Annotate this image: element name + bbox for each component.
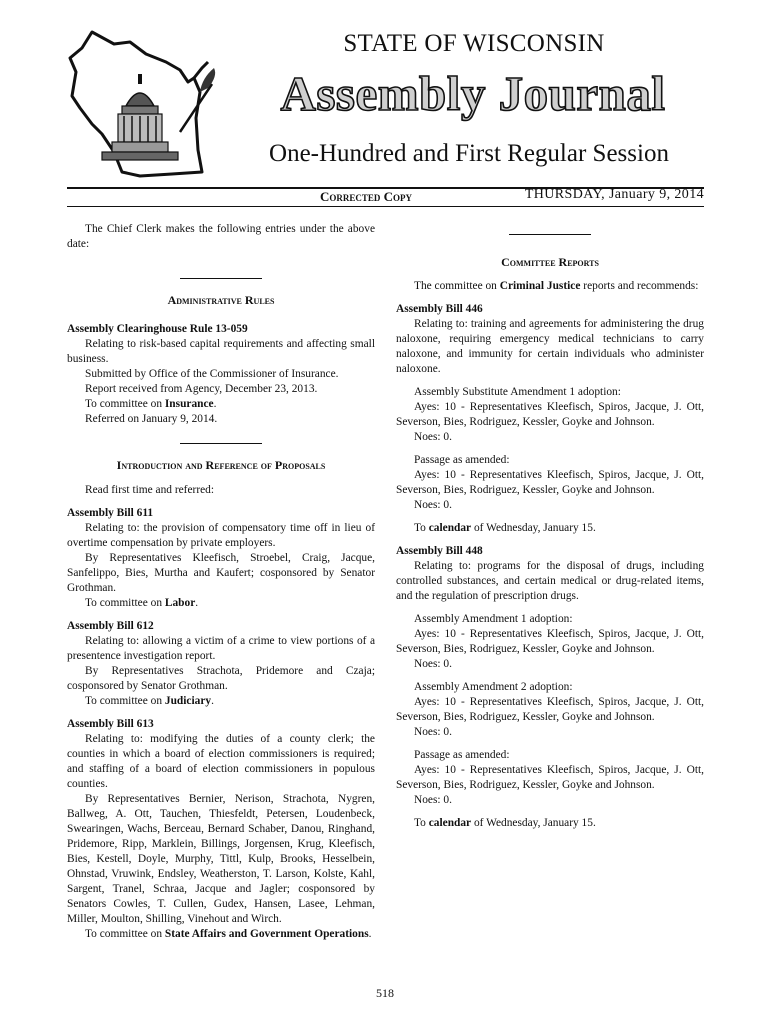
left-column [67,222,375,942]
bill-448-amendment-1: Assembly Amendment 1 adoption: [414,613,573,625]
bill-611-sponsors: By Representatives Kleefisch, Stroebel, Craig, Jacque, Sanfelippo, Bies, Murtha and Kaufert; cosponsored by Senator Grothman. [67,552,375,594]
clearinghouse-relating: Relating to risk-based capital requirements and affecting small business. [67,338,375,365]
bill-448-amendment-2-ayes: Ayes: 10 - Representatives Kleefisch, Spiros, Jacque, J. Ott, Severson, Bies, Rodriguez, Kessler, Goyke and Johnson. [396,696,704,723]
bill-448-title: Assembly Bill 448 [396,545,483,557]
page-number: 518 [376,986,394,1000]
bill-613-sponsors: By Representatives Bernier, Nerison, Strachota, Nygren, Ballweg, A. Ott, Tauchen, Thiesfeldt, Petersen, Loudenbeck, Swearingen, Wachs, Berceau, Bernard Schaber, Danou, Ringhand, Pridemore, Ripp, Marklein, Billings, Jorgensen, Krug, Kleefisch, Bies, Kestell, Doyle, Murphy, Tittl, Kulp, Brooks, Hesselbein, Ohnstad, Vruwink, Endsley, Weatherston, T. Larson, Kolste, Kahl, Sargent, Tranel, Schraa, Jacque and Jagler; cosponsored by Senators Cowles, T. Cullen, Gudex, Hansen, Lasee, Lehman, Miller, Moulton, Shilling, Vinehout and Wirch. [67,793,375,925]
bill-448-amendment-2: Assembly Amendment 2 adoption: [414,681,573,693]
bill-446-sub-amendment: Assembly Substitute Amendment 1 adoption: [414,386,621,398]
bill-446-passage: Passage as amended: [414,454,510,466]
bill-448-amendment-1-noes: Noes: 0. [414,658,452,670]
bill-448-relating: Relating to: programs for the disposal of drugs, including controlled substances, and certain medical or drug-related items, and the regulation of prescription drugs. [396,560,704,602]
bill-611-committee: To committee on Labor. [85,597,199,609]
committee-report-intro: The committee on Criminal Justice reports and recommends: [414,280,699,292]
bill-448-calendar: To calendar of Wednesday, January 15. [414,817,596,829]
clearinghouse-committee: To committee on Insurance. [85,398,217,410]
bill-613-title: Assembly Bill 613 [67,718,154,730]
bill-448-passage: Passage as amended: [414,749,510,761]
bill-446-sub-noes: Noes: 0. [414,431,452,443]
clearinghouse-report: Report received from Agency, December 23, 2013. [85,383,318,395]
bill-446-sub-ayes: Ayes: 10 - Representatives Kleefisch, Spiros, Jacque, J. Ott, Severson, Bies, Rodriguez, Kessler, Goyke and Johnson. [396,401,704,428]
clearinghouse-submitted: Submitted by Office of the Commissioner of Insurance. [85,368,339,380]
journal-date: THURSDAY, January 9, 2014 [524,187,704,202]
bill-446-passage-ayes: Ayes: 10 - Representatives Kleefisch, Spiros, Jacque, J. Ott, Severson, Bies, Rodriguez, Kessler, Goyke and Johnson. [396,469,704,496]
header-rule-bottom [67,206,704,207]
corrected-copy-label: Corrected Copy [320,189,413,204]
bill-446-calendar: To calendar of Wednesday, January 15. [414,522,596,534]
bill-448-passage-noes: Noes: 0. [414,794,452,806]
bill-613-committee: To committee on State Affairs and Government Operations. [85,928,372,940]
bill-611-title: Assembly Bill 611 [67,507,154,519]
bill-448-amendment-2-noes: Noes: 0. [414,726,452,738]
clearinghouse-rule-title: Assembly Clearinghouse Rule 13-059 [67,323,248,335]
committee-reports-heading: Committee Reports [501,255,599,269]
bill-612-relating: Relating to: allowing a victim of a crime to view portions of a presentence investigation report. [67,635,375,662]
intro-paragraph: The Chief Clerk makes the following entries under the above date: [67,223,375,250]
introduction-heading: Introduction and Reference of Proposals [116,458,326,472]
bill-448-passage-ayes: Ayes: 10 - Representatives Kleefisch, Spiros, Jacque, J. Ott, Severson, Bies, Rodriguez, Kessler, Goyke and Johnson. [396,764,704,791]
wisconsin-capitol-logo [62,22,222,192]
bill-446-title: Assembly Bill 446 [396,303,483,315]
bill-612-sponsors: By Representatives Strachota, Pridemore and Czaja; cosponsored by Senator Grothman. [67,665,375,692]
right-column [396,222,704,831]
bill-612-title: Assembly Bill 612 [67,620,154,632]
state-title: STATE OF WISCONSIN [343,30,605,57]
journal-title: Assembly Journal [280,66,666,121]
admin-rules-heading: Administrative Rules [167,293,275,307]
session-title: One-Hundred and First Regular Session [269,140,669,167]
clearinghouse-referred: Referred on January 9, 2014. [85,413,218,425]
bill-448-amendment-1-ayes: Ayes: 10 - Representatives Kleefisch, Spiros, Jacque, J. Ott, Severson, Bies, Rodriguez, Kessler, Goyke and Johnson. [396,628,704,655]
read-first-note: Read first time and referred: [85,484,215,496]
bill-612-committee: To committee on Judiciary. [85,695,214,707]
bill-446-relating: Relating to: training and agreements for administering the drug naloxone, requiring emergency medical technicians to carry naloxone, and immunity for certain individuals who administer naloxone. [396,318,704,375]
bill-613-relating: Relating to: modifying the duties of a county clerk; the counties in which a board of election commissioners is required; and staffing of a board of election commissioners in populous counties. [67,733,375,790]
bill-611-relating: Relating to: the provision of compensatory time off in lieu of overtime compensation by private employers. [67,522,375,549]
bill-446-passage-noes: Noes: 0. [414,499,452,511]
